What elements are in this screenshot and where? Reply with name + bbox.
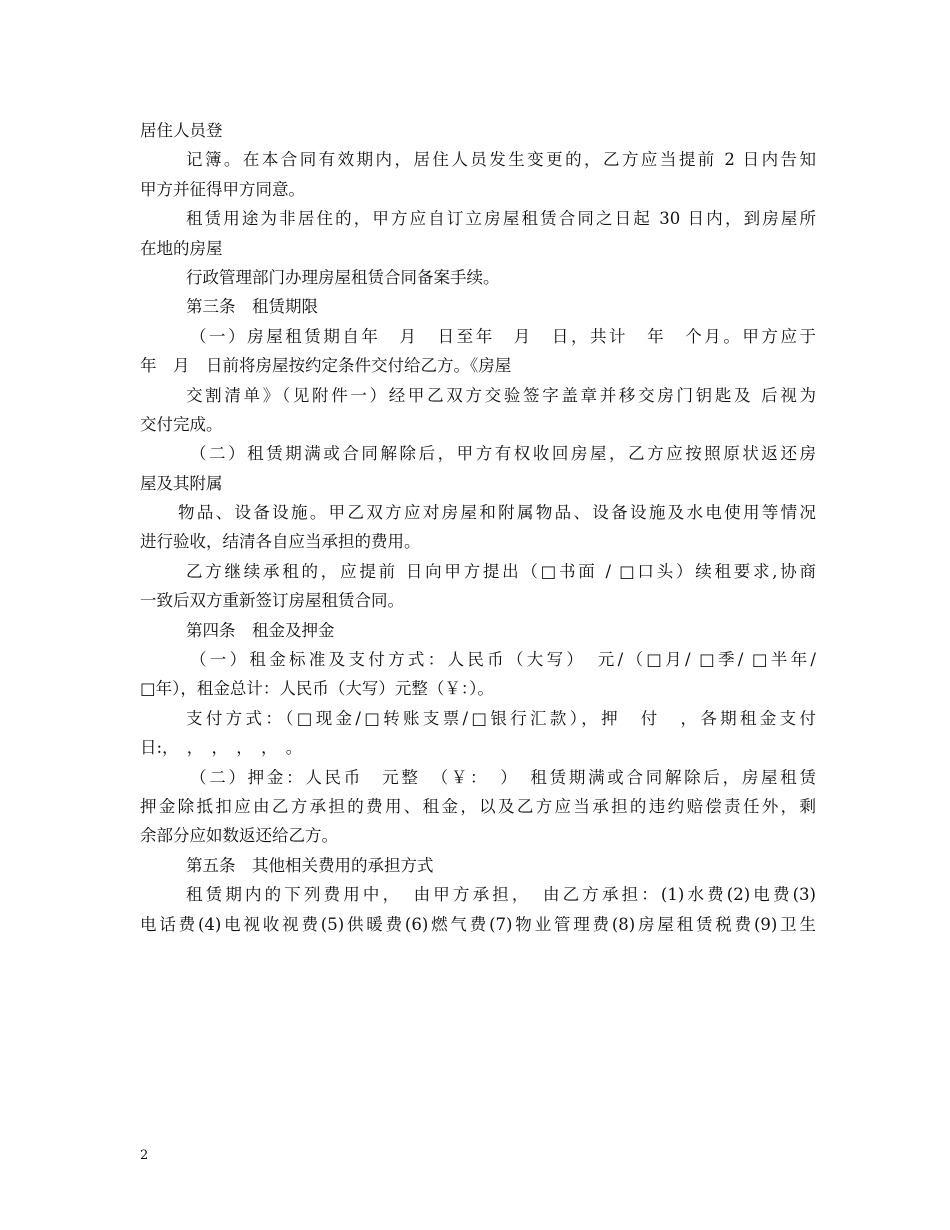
page-number: 2 [140,1148,149,1163]
text-line: 居住人员登 [140,121,223,140]
text-line: 在地的房屋 [140,238,223,258]
text-line: 押金除抵扣应由乙方承担的费用、租金，以及乙方应当承担的违约赔偿责任外，剩 [140,796,816,816]
text-line: （二）押金：人民币 元整 （￥： ） 租赁期满或合同解除后，房屋租赁 [190,767,816,787]
document-body [140,116,816,939]
text-line: 日:， ， ， ， ， 。 [140,738,303,758]
text-line: 一致后双方重新签订房屋租赁合同。 [140,591,404,611]
text-line: 乙方继续承租的，应提前 日向甲方提出（□书面 / □口头）续租要求,协商 [186,561,816,581]
text-line: 行政管理部门办理房屋租赁合同备案手续。 [186,267,500,287]
text-line: （一）租金标准及支付方式：人民币（大写） 元/（□月/ □季/ □半年/ [190,650,816,670]
text-line: 电话费(4)电视收视费(5)供暖费(6)燃气费(7)物业管理费(8)房屋租赁税费(9)卫生 [140,914,816,934]
text-line: 甲方并征得甲方同意。 [140,179,305,199]
text-line: 物品、设备设施。甲乙双方应对房屋和附属物品、设备设施及水电使用等情况 [178,503,816,523]
text-line: 进行验收，结清各自应当承担的费用。 [140,532,421,552]
text-line: （一）房屋租赁期自年 月 日至年 月 日，共计 年 个月。甲方应于 [190,326,816,346]
text-line: 租赁期内的下列费用中， 由甲方承担， 由乙方承担：(1)水费(2)电费(3) [186,885,816,905]
section-heading: 第五条 其他相关费用的承担方式 [186,855,434,875]
text-line: 支付方式：（□现金/□转账支票/□银行汇款），押 付 ，各期租金支付 [186,708,816,728]
section-heading: 第四条 租金及押金 [186,620,335,640]
text-line: 年 月 日前将房屋按约定条件交付给乙方。《房屋 [140,356,512,376]
text-line: 记簿。在本合同有效期内，居住人员发生变更的，乙方应当提前 2 日内告知 [186,150,816,170]
text-line: 交割清单》（见附件一）经甲乙双方交验签字盖章并移交房门钥匙及 后视为 [186,385,816,405]
text-line: 余部分应如数返还给乙方。 [140,826,338,846]
text-line: 交付完成。 [140,414,223,434]
text-line: （二）租赁期满或合同解除后，甲方有权收回房屋，乙方应按照原状返还房 [190,444,816,464]
text-line: □年），租金总计：人民币（大写）元整（￥：）。 [140,679,494,699]
text-line: 屋及其附属 [140,473,223,493]
section-heading: 第三条 租赁期限 [186,297,318,317]
text-line: 租赁用途为非居住的，甲方应自订立房屋租赁合同之日起 30 日内，到房屋所 [186,209,816,229]
